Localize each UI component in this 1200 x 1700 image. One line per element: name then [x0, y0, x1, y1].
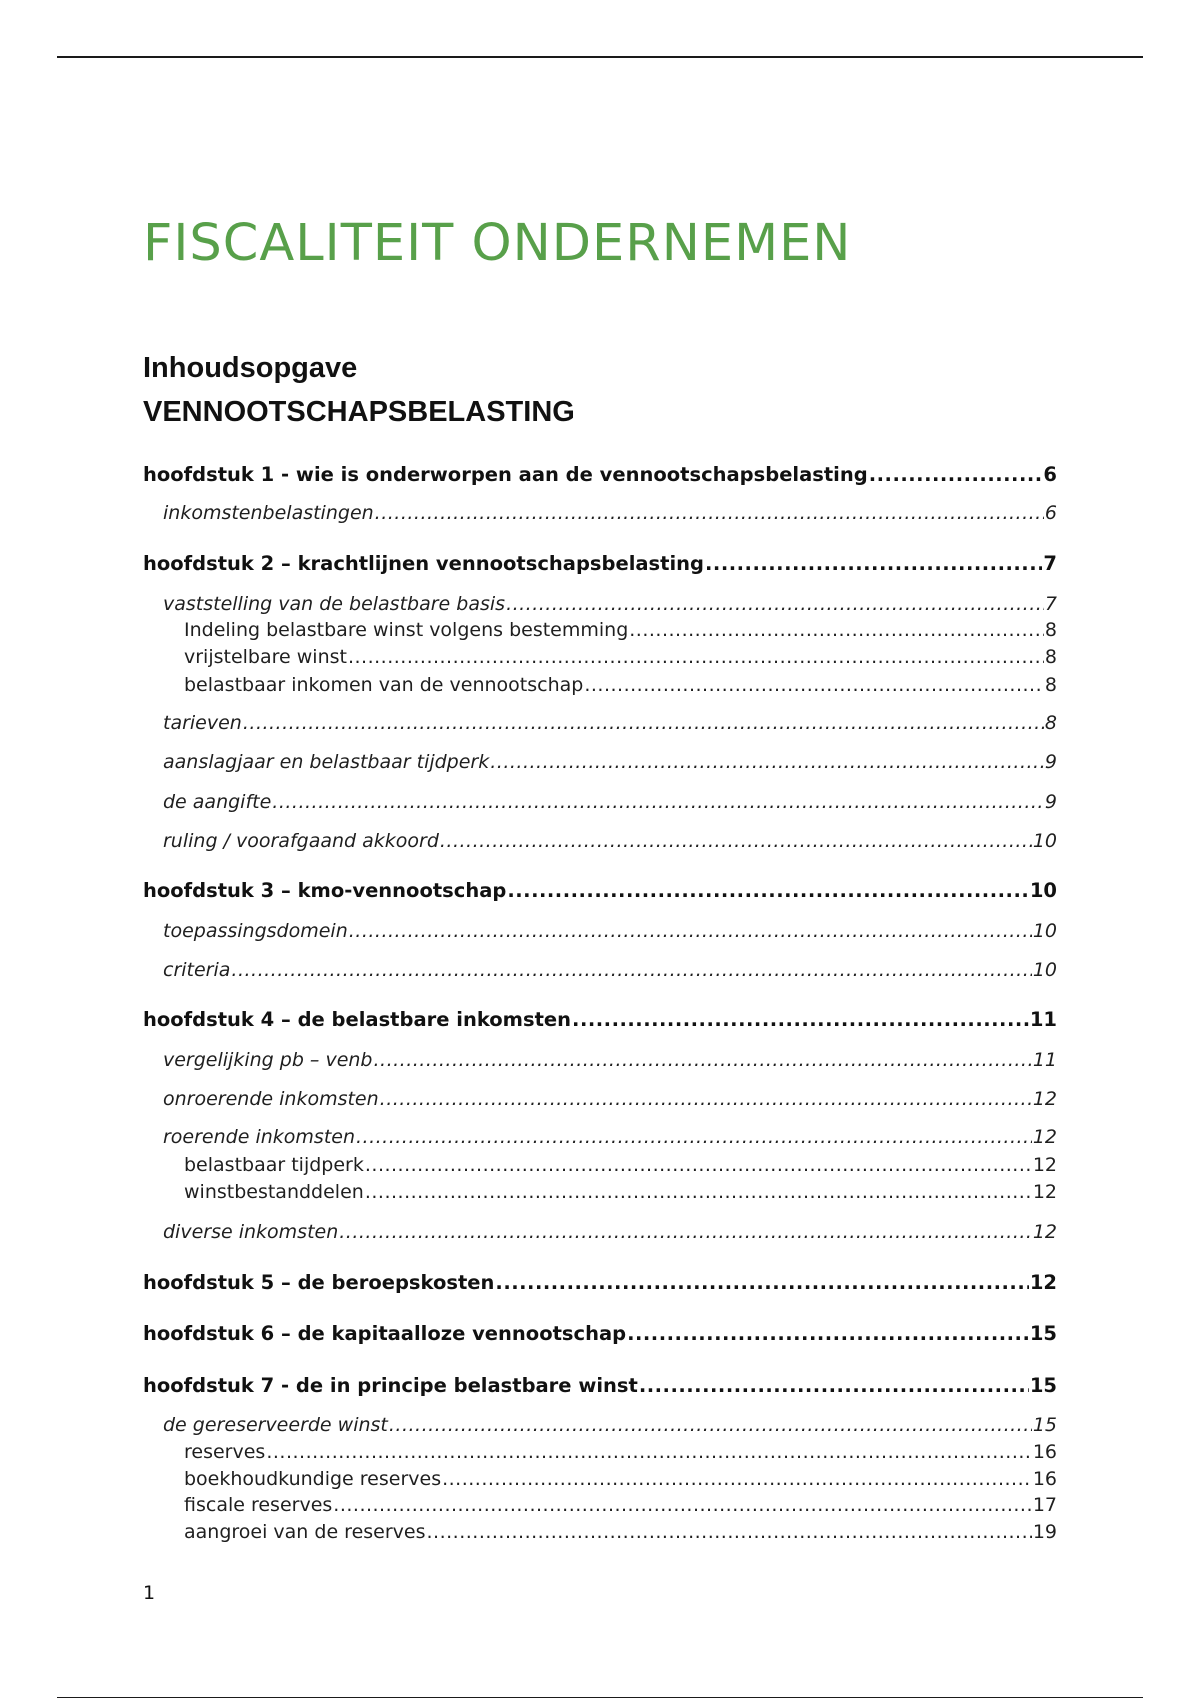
toc-entry-chapter[interactable]: hoofdstuk 3 – kmo-vennootschap ..... 10	[143, 878, 1057, 904]
toc-entry-chapter[interactable]: hoofdstuk 5 – de beroepskosten ..... 12	[143, 1270, 1057, 1296]
toc-entry-section[interactable]: de gereserveerde winst ..... 15	[163, 1412, 1057, 1438]
toc-entry-chapter[interactable]: hoofdstuk 4 – de belastbare inkomsten ..... 11	[143, 1007, 1057, 1033]
toc-entry-section[interactable]: onroerende inkomsten ..... 12	[163, 1086, 1057, 1112]
document-title: FISCALITEIT ONDERNEMEN	[143, 214, 852, 273]
toc-heading: Inhoudsopgave	[143, 352, 358, 384]
section-heading: VENNOOTSCHAPSBELASTING	[143, 396, 575, 428]
footer-rule	[57, 1697, 1143, 1698]
toc-entry-subsection[interactable]: vrijstelbare winst ..... 8	[184, 644, 1057, 670]
toc-entry-subsection[interactable]: belastbaar tijdperk ..... 12	[184, 1152, 1057, 1178]
toc-entry-section[interactable]: criteria ..... 10	[163, 957, 1057, 983]
toc-entry-section[interactable]: aanslagjaar en belastbaar tijdperk ..... 9	[163, 749, 1057, 775]
toc-entry-subsection[interactable]: aangroei van de reserves ..... 19	[184, 1519, 1057, 1545]
toc-entry-subsection[interactable]: fiscale reserves ..... 17	[184, 1492, 1057, 1518]
toc-entry-subsection[interactable]: winstbestanddelen ..... 12	[184, 1179, 1057, 1205]
toc-entry-section[interactable]: diverse inkomsten ..... 12	[163, 1219, 1057, 1245]
toc-entry-section[interactable]: roerende inkomsten ..... 12	[163, 1124, 1057, 1150]
page-number: 1	[143, 1582, 156, 1604]
toc-entry-subsection[interactable]: boekhoudkundige reserves ..... 16	[184, 1466, 1057, 1492]
toc-entry-section[interactable]: de aangifte ..... 9	[163, 789, 1057, 815]
toc-entry-section[interactable]: tarieven ..... 8	[163, 710, 1057, 736]
toc-entry-section[interactable]: vergelijking pb – venb ..... 11	[163, 1047, 1057, 1073]
toc-entry-section[interactable]: ruling / voorafgaand akkoord ..... 10	[163, 828, 1057, 854]
toc-entry-chapter[interactable]: hoofdstuk 6 – de kapitaalloze vennootschap ..... 15	[143, 1321, 1057, 1347]
toc-entry-subsection[interactable]: belastbaar inkomen van de vennootschap ..... 8	[184, 672, 1057, 698]
toc-entry-chapter[interactable]: hoofdstuk 1 - wie is onderworpen aan de vennootschapsbelasting ..... 6	[143, 462, 1057, 488]
toc-entry-section[interactable]: inkomstenbelastingen ..... 6	[163, 500, 1057, 526]
toc-entry-section[interactable]: toepassingsdomein ..... 10	[163, 918, 1057, 944]
header-rule	[57, 56, 1143, 58]
toc-entry-subsection[interactable]: reserves ..... 16	[184, 1439, 1057, 1465]
toc-entry-section[interactable]: vaststelling van de belastbare basis ..... 7	[163, 591, 1057, 617]
toc-entry-subsection[interactable]: Indeling belastbare winst volgens bestemming ..... 8	[184, 617, 1057, 643]
toc-entry-chapter[interactable]: hoofdstuk 2 – krachtlijnen vennootschapsbelasting ..... 7	[143, 551, 1057, 577]
toc-entry-chapter[interactable]: hoofdstuk 7 - de in principe belastbare winst ..... 15	[143, 1373, 1057, 1399]
